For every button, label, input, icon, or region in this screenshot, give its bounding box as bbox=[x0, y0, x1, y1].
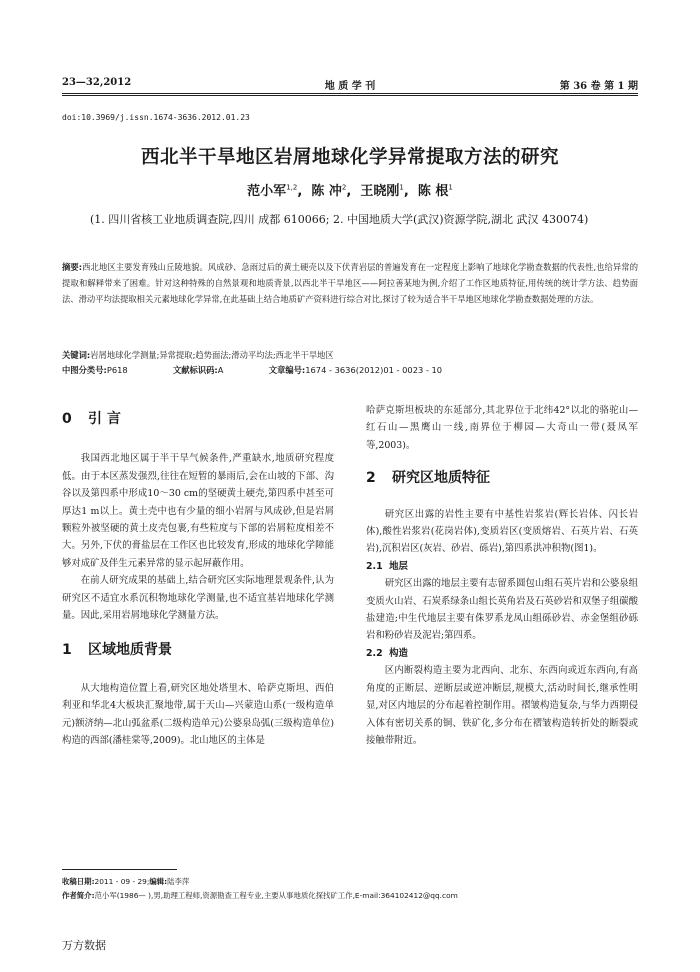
subsection-title: 构造 bbox=[389, 647, 408, 659]
structure-paragraph: 区内断裂构造主要为北西向、北东、东西向或近东西向,有高角度的正断层、逆断层或逆冲断层,规模大,活动时间长,继承性明显,对区内地层的分布起着控制作用。褶皱构造复杂,与华力西期侵入体有密切关系的铜、铁矿化,多分布在褶皱构造转折处的断裂或接触带附近。 bbox=[366, 665, 638, 746]
affiliation: (1. 四川省核工业地质调查院,四川 成都 610066; 2. 中国地质大学(武汉)资源学院,湖北 武汉 430074) bbox=[90, 213, 589, 226]
footnote-rule bbox=[62, 869, 177, 870]
running-header-left: 23—32,2012 bbox=[62, 77, 132, 88]
footnote-received bbox=[62, 875, 642, 888]
clc-value: P618 bbox=[106, 365, 128, 375]
section-heading-regional-geology bbox=[62, 642, 334, 659]
clc-label: 中图分类号: bbox=[62, 365, 107, 375]
left-column bbox=[62, 411, 334, 750]
editor-label: 编辑: bbox=[149, 877, 168, 886]
strata-paragraph: 研究区出露的地层主要有志留系圆包山组石英片岩和公婆泉组变质火山岩、石炭系绿条山组长英角岩及石英砂岩和双堡子组碳酸盐建造;中生代地层主要有侏罗系龙凤山组砾砂岩、赤金堡组砂砾岩和粉砂岩及泥岩;第四系。 bbox=[366, 578, 638, 642]
editor-name: 陆李萍 bbox=[167, 877, 190, 886]
regional-geology-paragraph: 从大地构造位置上看,研究区地处塔里木、哈萨克斯坦、西伯利亚和华北4大板块汇聚地带,属于天山—兴蒙造山系(一级构造单元)额济纳—北山弧盆系(二级构造单元)公婆泉岛弧(三级构造单位)构造的西部(潘桂棠等,2009)。北山地区的主体是 bbox=[62, 682, 334, 747]
subsection-heading-structure bbox=[366, 645, 638, 662]
author-affil-sup: 1,2 bbox=[286, 183, 298, 192]
doi: doi:10.3969/j.issn.1674-3636.2012.01.23 bbox=[62, 113, 250, 122]
keywords bbox=[62, 348, 638, 362]
doc-code-value: A bbox=[217, 365, 224, 375]
author-list: 范小军$^{1,2}$, 陈 冲$^2$, 王晓刚$^1$, 陈 根$^1$ bbox=[247, 183, 453, 199]
section-heading-study-area bbox=[366, 470, 638, 487]
doc-code-label: 文献标识码: bbox=[172, 365, 218, 375]
section-number: 2 bbox=[366, 470, 376, 487]
section-title: 区域地质背景 bbox=[88, 642, 172, 659]
section-title: 引 言 bbox=[88, 411, 121, 427]
subsection-number: 2.1 bbox=[366, 560, 383, 572]
subsection-title: 地层 bbox=[389, 560, 408, 572]
abstract-text: 西北地区主要发育残山丘陵地貌。风成砂、急雨过后的黄土硬壳以及下伏青岩层的普遍发育在一定程度上影响了地球化学勘查数据的代表性,也给异常的提取和解释带来了困难。针对这种特殊的自然景观和地质背景,以西北半干旱地区——阿拉善某地为例,介绍了工作区地质特征,用传统的统计学方法、趋势面法、滑动平均法提取相关元素地球化学异常,在此基础上结合地质矿产资料进行综合对比,探讨了较为适合半干旱地区地球化学勘查数据处理的方法。 bbox=[62, 262, 638, 304]
author-affil-sup: 1 bbox=[448, 183, 453, 192]
article-number-label: 文章编号: bbox=[268, 365, 306, 375]
received-date: 2011 - 09 - 29; bbox=[94, 877, 150, 886]
author-name: 王晓刚 bbox=[360, 184, 400, 199]
article-number-value: 1674 - 3636(2012)01 - 0023 - 10 bbox=[305, 365, 443, 375]
abstract-label: 摘要: bbox=[62, 262, 83, 272]
intro-paragraph: 在前人研究成果的基础上,结合研究区实际地理景观条件,认为研究区不适宜水系沉积物地球化学测量,也不适宜基岩地球化学测量。因此,采用岩屑地球化学测量方法。 bbox=[62, 575, 334, 622]
author-bio-label: 作者简介: bbox=[62, 891, 95, 900]
author-affil-sup: 1 bbox=[399, 183, 404, 192]
paper-title: 西北半干旱地区岩屑地球化学异常提取方法的研究 bbox=[140, 147, 559, 168]
header-rule bbox=[62, 93, 638, 94]
section-number: 0 bbox=[62, 411, 72, 427]
author-name: 陈 冲 bbox=[311, 184, 342, 199]
running-header-journal: 地 质 学 刊 bbox=[324, 81, 376, 92]
section-number: 1 bbox=[62, 642, 72, 659]
intro-paragraph: 我国西北地区属于半干旱气候条件,严重缺水,地质研究程度低。由于本区蒸发强烈,往往在短暂的暴雨后,会在山坡的下部、沟谷以及第四系中形成10～30 cm的坚硬黄土硬壳,第四系中甚至可厚达1 m以上。黄土壳中也有少量的细小岩屑与风成砂,但是岩屑颗粒外被坚硬的黄土皮壳包裹,有些粒度与下部的岩屑粒度相差不大。另外,下伏的膏盐层在工作区也比较发育,形成的地球化学障能够对成矿及伴生元素异常的显示起屏蔽作用。 bbox=[62, 453, 334, 569]
header-rule-thin bbox=[62, 95, 638, 96]
author-name: 范小军 bbox=[247, 184, 287, 199]
received-label: 收稿日期: bbox=[62, 877, 95, 886]
section-title: 研究区地质特征 bbox=[392, 470, 490, 487]
regional-geology-continuation: 哈萨克斯坦板块的东延部分,其北界位于北纬42°以北的骆驼山—红石山—黑鹰山一线,南界位于柳园—大奇山一带(聂凤军等,2003)。 bbox=[366, 405, 638, 451]
study-area-paragraph: 研究区出露的岩性主要有中基性岩浆岩(辉长岩体、闪长岩体),酸性岩浆岩(花岗岩体),变质岩区(变质熔岩、石英片岩、石英岩),沉积岩区(灰岩、砂岩、砾岩),第四系洪冲积物(图1)。 bbox=[366, 508, 638, 555]
section-heading-introduction bbox=[62, 411, 334, 428]
author-affil-sup: 2 bbox=[341, 183, 347, 192]
keywords-label: 关键词: bbox=[62, 350, 91, 360]
author-name: 陈 根 bbox=[417, 184, 449, 199]
keywords-text: 岩屑地球化学测量;异常提取;趋势面法;滑动平均法;西北半干旱地区 bbox=[90, 350, 334, 360]
author-bio: 范小军(1986— ),男,助理工程师,资源勘查工程专业,主要从事地质化探找矿工作,E-mail:364102412@qq.com bbox=[94, 891, 458, 900]
classification-line bbox=[62, 363, 638, 377]
watermark-text: 万方数据 bbox=[62, 939, 106, 952]
footnote-author-bio bbox=[62, 889, 642, 902]
running-header-volume: 第 36 卷 第 1 期 bbox=[559, 81, 638, 92]
abstract bbox=[62, 260, 638, 307]
subsection-number: 2.2 bbox=[366, 647, 383, 659]
right-column bbox=[366, 402, 638, 749]
subsection-heading-strata bbox=[366, 558, 638, 575]
